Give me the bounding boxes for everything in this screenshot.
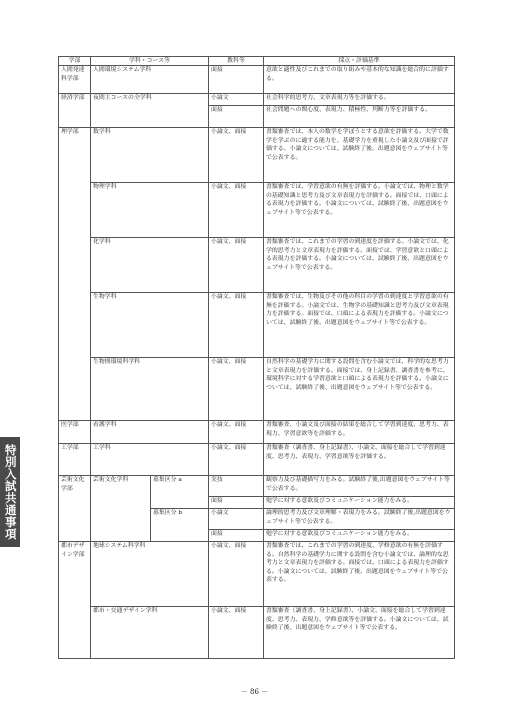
criteria-cell: 社会科学的思考力、文章表現力等を評価する。	[264, 94, 455, 106]
course-cell: 都市・交通デザイン学科	[91, 607, 209, 659]
table-row	[59, 476, 455, 497]
course-cell: 地球システム科学科	[91, 542, 209, 607]
table-row	[59, 421, 455, 444]
table-row	[59, 238, 455, 293]
table-row	[59, 293, 455, 358]
faculty-cell: 医学部	[59, 421, 91, 444]
course-cell: 数学科	[91, 128, 209, 183]
subject-cell: 小論文、面接	[209, 358, 264, 421]
subject-cell: 小論文、面接	[209, 238, 264, 293]
faculty-cell: 工学部	[59, 444, 91, 476]
criteria-cell: 書類審査では、学習意欲の有無を評価する。小論文では、物理と数学の基礎知識と思考力及び文章表現力を評価する。面接では、口頭による表現力を評価する。小論文については、試験終了後、出題意図をウェブサイト等で公表する。	[264, 183, 455, 238]
faculty-cell: 理学部	[59, 128, 91, 421]
subject-cell: 小論文、面接	[209, 542, 264, 607]
course-cell: 化学科	[91, 238, 209, 293]
subject-cell: 実技	[209, 476, 264, 497]
criteria-cell: 観察力及び基礎描写力をみる。試験終了後,出題意図をウェブサイト等で公表する。	[264, 476, 455, 497]
division-cell: 募集区分 b	[151, 509, 209, 542]
subject-cell: 面接	[209, 66, 264, 94]
subject-cell: 小論文、面接	[209, 421, 264, 444]
course-cell: 人間環境システム学科	[91, 66, 209, 94]
faculty-cell: 経済学部	[59, 94, 91, 128]
table-row	[59, 183, 455, 238]
criteria-cell: 勉学に対する意欲及びコミュニケーション能力をみる。	[264, 497, 455, 509]
table-row	[59, 607, 455, 659]
course-cell: 生物学科	[91, 293, 209, 358]
criteria-cell: 書類審査では、本人の数学を学ぼうとする意欲を評価する。大学で数学を学ぶのに適する能力を、基礎学力を重視した小論文及び面接で評価する。小論文については、試験終了後、出題意図をウェブサイト等で公表する。	[264, 128, 455, 183]
criteria-cell: 論理的思考力及び文章理解・表現力をみる。試験終了後,出題意図をウェブサイト等で公表する。	[264, 509, 455, 530]
subject-cell: 小論文	[209, 94, 264, 106]
table-row	[59, 358, 455, 421]
table-header	[59, 57, 455, 66]
criteria-cell: 書類審査では、これまでの学習の到達度を評価する。小論文では、化学的思考力と文章表現力を評価する。面接では、学習意欲と口頭による表現力を評価する。小論文については、試験終了後、出題意図をウェブサイト等で公表する。	[264, 238, 455, 293]
division-cell: 募集区分 a	[151, 476, 209, 509]
faculty-cell: 人間発達科学部	[59, 66, 91, 94]
header-criteria: 採点・評価基準	[264, 57, 455, 66]
subject-cell: 小論文、面接	[209, 128, 264, 183]
course-cell: 生物圏環境科学科	[91, 358, 209, 421]
course-cell: 看護学科	[91, 421, 209, 444]
admission-criteria-table	[58, 56, 455, 659]
faculty-cell: 芸術文化学部	[59, 476, 91, 542]
criteria-cell: 書類審査（調査書、身上記録書）、小論文、面接を総合して学習到達度、思考力、表現力、学習意欲等を評価する。	[264, 444, 455, 476]
criteria-cell: 書類審査では、生物及びその他の科目の学習の到達度と学習意欲の有無を評価する。小論文では、生物学の基礎知識と思考力及び文章表現力を評価する。面接では、口頭による表現力を評価する。小論文については、試験終了後、出題意図をウェブサイト等で公表する。	[264, 293, 455, 358]
section-side-tab: 特別入試共通事項	[0, 437, 20, 547]
course-cell: 芸術文化学科	[91, 476, 151, 542]
criteria-cell: 書類審査、小論文及び面接の結果を総合して学習到達度、思考力、表現力、学習意欲等を評価する。	[264, 421, 455, 444]
subject-cell: 小論文	[209, 509, 264, 530]
criteria-cell: 勉学に対する意欲及びコミュニケーション能力をみる。	[264, 530, 455, 542]
page-number: － 86 －	[240, 688, 269, 696]
criteria-cell: 書類審査（調査書、身上記録書）、小論文、面接を総合して学習到達度、思考力、表現力、学修意欲等を評価する。小論文については、試験終了後、出題意図をウェブサイト等で公表する。	[264, 607, 455, 659]
header-course: 学科・コース等	[91, 57, 209, 66]
subject-cell: 面接	[209, 497, 264, 509]
criteria-cell: 書類審査では、これまでの学習の到達度、学修意欲の有無を評価する。自然科学の基礎学力に関する設問を含む小論文では、論理的な思考力と文章表現力を評価する。面接では、口頭による表現力を評価する。小論文については、試験終了後、出題意図をウェブサイト等で公表する。	[264, 542, 455, 607]
faculty-cell: 都市デザイン学部	[59, 542, 91, 659]
criteria-cell: 自然科学の基礎学力に関する設問を含む小論文では、科学的な思考力と文章表現力を評価する。面接では、身上記録書、調査書を参考に、環境科学に対する学習意欲と口頭による表現力を評価する。小論文については、試験終了後、出題意図をウェブサイト等で公表する。	[264, 358, 455, 421]
subject-cell: 面接	[209, 530, 264, 542]
table-row	[59, 94, 455, 106]
table-row	[59, 128, 455, 183]
table-row	[59, 542, 455, 607]
criteria-cell: 意欲と適性及びこれまでの取り組みや基本的な知識を総合的に評価する。	[264, 66, 455, 94]
subject-cell: 面接	[209, 106, 264, 128]
course-cell: 夜間主コースの全学科	[91, 94, 209, 128]
subject-cell: 小論文、面接	[209, 183, 264, 238]
header-subject: 教科等	[209, 57, 264, 66]
subject-cell: 小論文、面接	[209, 444, 264, 476]
subject-cell: 小論文、面接	[209, 607, 264, 659]
table-row	[59, 66, 455, 94]
criteria-cell: 社会問題への関心度、表現力、積極性、判断力等を評価する。	[264, 106, 455, 128]
header-faculty: 学部	[59, 57, 91, 66]
table-row	[59, 444, 455, 476]
course-cell: 物理学科	[91, 183, 209, 238]
subject-cell: 小論文、面接	[209, 293, 264, 358]
course-cell: 工学科	[91, 444, 209, 476]
